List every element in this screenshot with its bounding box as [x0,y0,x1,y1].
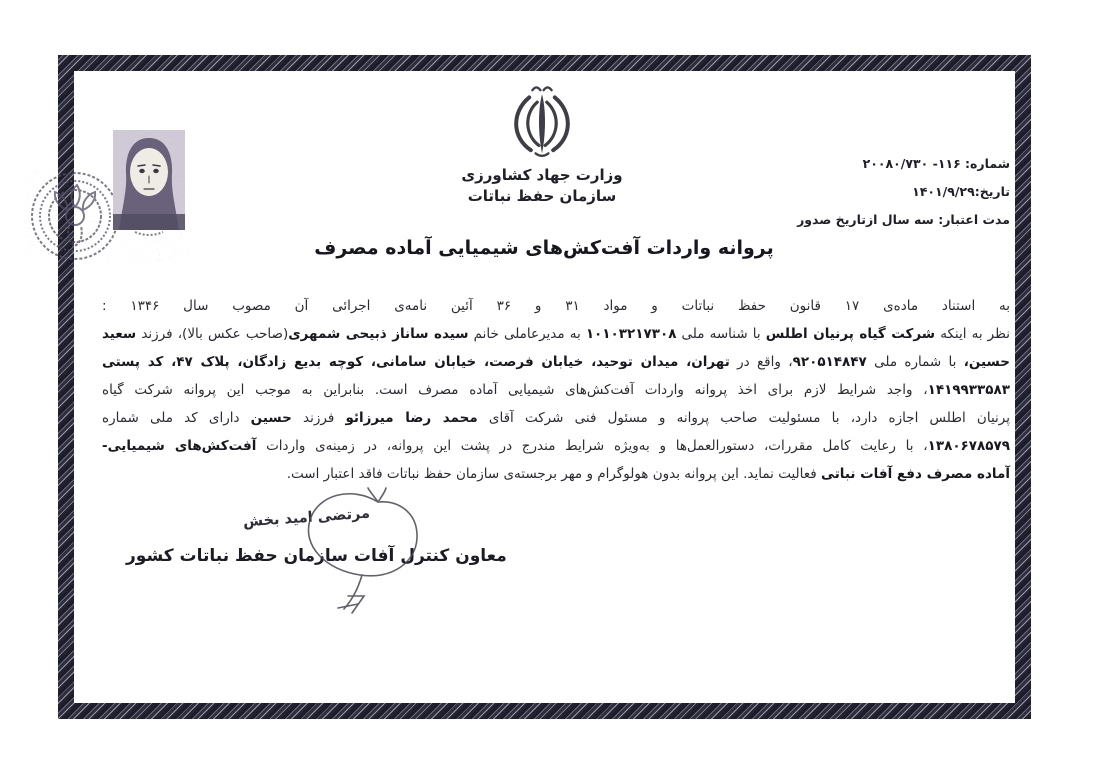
document-title: پروانه واردات آفت‌کش‌های شیمیایی آماده مصرف [314,237,774,259]
organization-name: سازمان حفظ نباتات [467,187,617,205]
body-segment-bold: ۱۰۱۰۳۲۱۷۳۰۸ [585,326,677,342]
body-segment: نظر به اینکه [935,326,1010,342]
body-segment-bold: تهران، میدان توحید، خیابان فرصت، خیابان سامانی، کوچه بدیع زادگان، پلاک ۴۷، کد پستی [102,354,730,370]
body-line [102,320,1010,348]
body-segment: فعالیت نماید. این پروانه بدون هولوگرام و مهر برجسته‌ی سازمان حفظ نباتات فاقد اعتبار است. [286,466,822,482]
signatory-role: معاون کنترل آفات سازمان حفظ نباتات کشور [126,546,507,566]
iran-national-emblem-icon [502,84,582,162]
body-paragraph [102,292,1010,488]
body-segment-bold: حسین، [963,354,1011,370]
applicant-portrait-photo [113,130,185,230]
handwritten-signature-icon [282,486,447,621]
body-segment-bold: ۱۳۸۰۶۷۸۵۷۹ [927,438,1010,454]
body-segment-bold: محمد رضا میرزائو [345,410,478,426]
letterhead [422,84,662,205]
body-segment-bold: آماده مصرف دفع آفات نباتی [821,466,1010,482]
body-segment-bold: سیده ساناز ذبیحی شمهری [288,326,469,342]
body-segment: ، واقع در [729,354,793,370]
document-validity: مدت اعتبار: سه سال ازتاریخ صدور [797,212,1010,227]
document-date: تاریخ:۱۴۰۱/۹/۲۹ [912,184,1010,199]
body-line [102,348,1010,376]
body-segment: ، واجد شرایط لازم برای اخذ پروانه واردات آفت‌کش‌های شیمیایی آماده مصرف است. بنابراین به موجب این پروانه شرکت گیاه [102,382,928,398]
body-segment: (صاحب عکس بالا)، فرزند [136,326,289,342]
body-segment-bold: سعید [102,326,137,342]
document-meta [750,156,1010,240]
body-line [102,432,1010,460]
body-segment-bold: آفت‌کش‌های شیمیایی- [102,438,257,454]
body-segment-bold: ۱۴۱۹۹۳۳۵۸۳ [927,382,1010,398]
body-segment: فرزند [291,410,346,426]
body-segment-bold: حسین [250,410,292,426]
body-segment: به استناد ماده‌ی ۱۷ قانون حفظ نباتات و مواد ۳۱ و ۳۶ آئین نامه‌ی اجرائی آن مصوب سال ۱۳۴۶ : [102,298,1010,314]
body-segment: پرنیان اطلس اجازه دارد، با مسئولیت صاحب پروانه و مسئول فنی شرکت آقای [477,410,1010,426]
body-line [102,404,1010,432]
body-segment-bold: ۹۲۰۵۱۴۸۴۷ [792,354,867,370]
body-segment-bold: شرکت گیاه پرنیان اطلس [765,326,936,342]
body-line [102,292,1010,320]
signatory-name: مرتضی امید بخش [242,505,371,531]
body-segment: دارای کد ملی شماره [102,410,251,426]
body-line [102,376,1010,404]
document-number: شماره: ۱۱۶- ۲۰۰۸۰/۷۳۰ [862,156,1010,171]
body-segment: با شماره ملی [866,354,964,370]
body-line [102,460,1010,488]
ministry-name: وزارت جهاد کشاورزی [461,166,623,184]
body-segment: به مدیرعاملی خانم [468,326,586,342]
body-segment: ، با رعایت کامل مقررات، دستورالعمل‌ها و به‌ویژه شرایط مندرج در پشت این پروانه، در زمینه‌ی واردات [256,438,928,454]
body-segment: با شناسه ملی [676,326,766,342]
